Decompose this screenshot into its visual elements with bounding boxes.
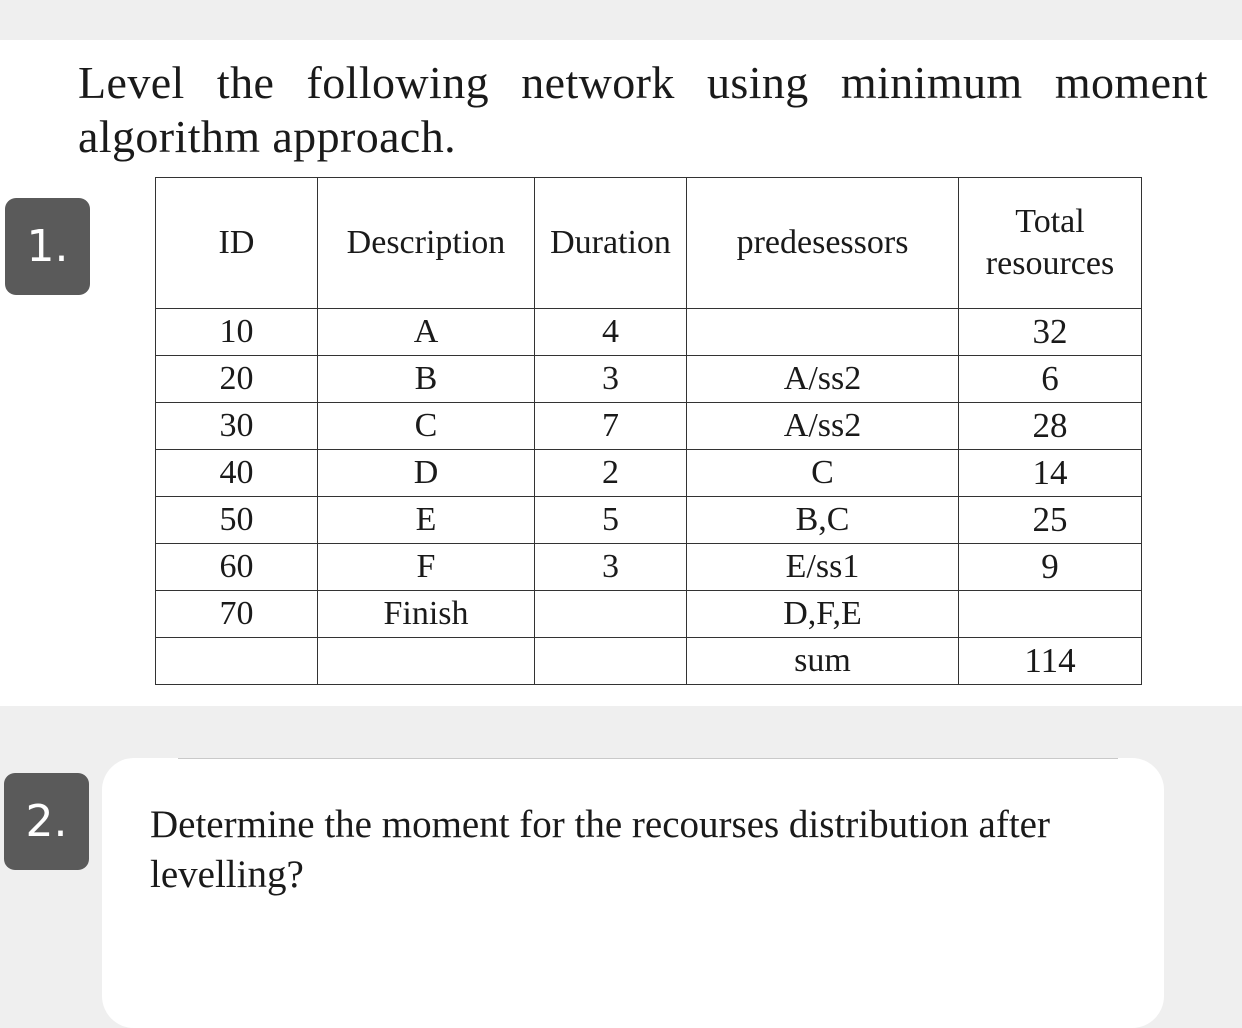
cell-resources: 14 — [959, 450, 1142, 497]
cell-id: 40 — [156, 450, 318, 497]
cell-id: 50 — [156, 497, 318, 544]
cell-duration: 7 — [535, 403, 687, 450]
cell-description: A — [318, 309, 535, 356]
cell-duration: 3 — [535, 544, 687, 591]
cell-predecessors: A/ss2 — [687, 403, 959, 450]
activity-table — [155, 177, 1142, 685]
table-row — [156, 450, 1142, 497]
cell-sum-label: sum — [687, 638, 959, 685]
cell-predecessors: E/ss1 — [687, 544, 959, 591]
cell-description: C — [318, 403, 535, 450]
question-number-badge-1: 1. — [5, 198, 90, 295]
cell-description — [318, 638, 535, 685]
table-row — [156, 497, 1142, 544]
table-header-row — [156, 178, 1142, 309]
cell-resources — [959, 591, 1142, 638]
table-row — [156, 544, 1142, 591]
cell-resources: 32 — [959, 309, 1142, 356]
cell-predecessors: D,F,E — [687, 591, 959, 638]
cell-id: 20 — [156, 356, 318, 403]
cell-id: 60 — [156, 544, 318, 591]
cell-id — [156, 638, 318, 685]
header-id: ID — [156, 178, 318, 309]
cell-resources: 25 — [959, 497, 1142, 544]
cell-duration: 5 — [535, 497, 687, 544]
cell-predecessors: A/ss2 — [687, 356, 959, 403]
cell-predecessors: B,C — [687, 497, 959, 544]
cell-description: Finish — [318, 591, 535, 638]
cell-id: 70 — [156, 591, 318, 638]
table-row — [156, 309, 1142, 356]
cell-description: D — [318, 450, 535, 497]
top-band — [0, 0, 1242, 40]
cell-duration — [535, 638, 687, 685]
header-predecessors: predesessors — [687, 178, 959, 309]
cell-resources: 6 — [959, 356, 1142, 403]
header-total-line1: Total — [1015, 203, 1085, 240]
question-number-badge-2: 2. — [4, 773, 89, 870]
cell-sum-value: 114 — [959, 638, 1142, 685]
cell-description: E — [318, 497, 535, 544]
table-row — [156, 403, 1142, 450]
divider — [178, 758, 1118, 759]
header-total-line2: resources — [985, 245, 1115, 282]
cell-resources: 28 — [959, 403, 1142, 450]
cell-predecessors — [687, 309, 959, 356]
cell-duration: 2 — [535, 450, 687, 497]
cell-resources: 9 — [959, 544, 1142, 591]
question-text: Determine the moment for the recourses distribution after levelling? — [150, 803, 1050, 896]
cell-id: 30 — [156, 403, 318, 450]
problem-heading: Level the following network using minimum moment algorithm approach. — [78, 57, 1208, 162]
cell-predecessors: C — [687, 450, 959, 497]
cell-duration — [535, 591, 687, 638]
header-duration: Duration — [535, 178, 687, 309]
cell-description: B — [318, 356, 535, 403]
cell-duration: 3 — [535, 356, 687, 403]
cell-id: 10 — [156, 309, 318, 356]
cell-duration: 4 — [535, 309, 687, 356]
header-description: Description — [318, 178, 535, 309]
cell-description: F — [318, 544, 535, 591]
table-row — [156, 591, 1142, 638]
table-row — [156, 356, 1142, 403]
header-total-resources — [959, 178, 1142, 309]
table-sum-row — [156, 638, 1142, 685]
